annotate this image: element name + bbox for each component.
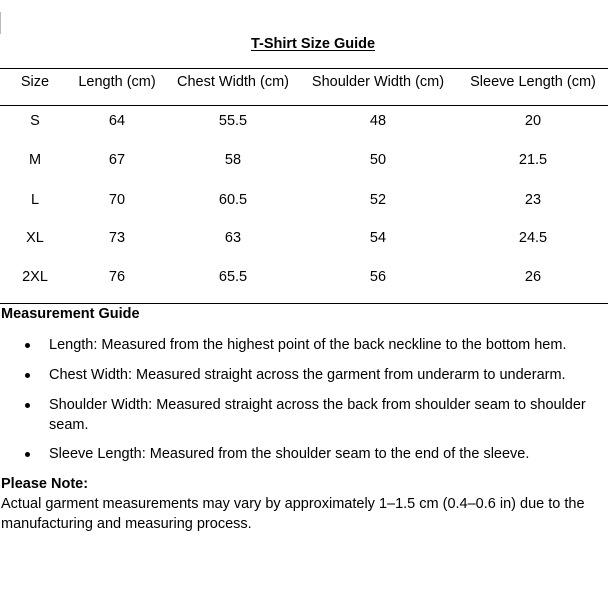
column-header-size: Size xyxy=(20,74,50,90)
table-cell-shoulder-width: 48 xyxy=(369,113,387,129)
table-cell-size: 2XL xyxy=(22,269,48,285)
bullet-icon xyxy=(25,343,30,348)
table-cell-size: S xyxy=(30,113,40,129)
measurement-guide-heading: Measurement Guide xyxy=(1,306,140,322)
table-cell-shoulder-width: 56 xyxy=(369,269,387,285)
table-top-rule xyxy=(0,68,608,69)
table-cell-length: 64 xyxy=(108,113,126,129)
table-cell-shoulder-width: 52 xyxy=(369,192,387,208)
column-header-length: Length (cm) xyxy=(78,74,156,90)
guide-item-text: Chest Width: Measured straight across the garment from underarm to underarm. xyxy=(49,367,566,383)
table-cell-sleeve-length: 26 xyxy=(524,269,542,285)
table-cell-size: M xyxy=(28,152,42,168)
table-bottom-rule xyxy=(0,303,608,304)
list-item xyxy=(0,335,608,355)
table-cell-length: 70 xyxy=(108,192,126,208)
page-title: T-Shirt Size Guide xyxy=(250,36,376,52)
table-cell-chest-width: 60.5 xyxy=(218,192,248,208)
table-cell-chest-width: 65.5 xyxy=(218,269,248,285)
table-cell-shoulder-width: 50 xyxy=(369,152,387,168)
column-header-chest-width: Chest Width (cm) xyxy=(177,74,289,90)
table-cell-size: XL xyxy=(26,230,44,246)
table-cell-sleeve-length: 20 xyxy=(524,113,542,129)
note-text: Actual garment measurements may vary by approximately 1–1.5 cm (0.4–0.6 in) due to the manufacturing and measuring process. xyxy=(1,496,585,532)
guide-item-text: Sleeve Length: Measured from the shoulder seam to the end of the sleeve. xyxy=(49,446,530,462)
table-cell-chest-width: 55.5 xyxy=(218,113,248,129)
bullet-icon xyxy=(25,373,30,378)
guide-item-text: Length: Measured from the highest point of the back neckline to the bottom hem. xyxy=(49,337,567,353)
list-item xyxy=(0,365,608,385)
table-cell-length: 76 xyxy=(108,269,126,285)
bullet-icon xyxy=(25,403,30,408)
table-cell-length: 67 xyxy=(108,152,126,168)
table-cell-chest-width: 63 xyxy=(224,230,242,246)
measurement-guide-list xyxy=(0,335,608,474)
table-cell-sleeve-length: 24.5 xyxy=(518,230,548,246)
table-cell-shoulder-width: 54 xyxy=(369,230,387,246)
column-header-sleeve-length: Sleeve Length (cm) xyxy=(470,74,596,90)
column-header-shoulder-width: Shoulder Width (cm) xyxy=(311,74,445,90)
table-cell-chest-width: 58 xyxy=(224,152,242,168)
table-header-rule xyxy=(0,105,608,106)
table-cell-sleeve-length: 21.5 xyxy=(518,152,548,168)
guide-item-text: Shoulder Width: Measured straight across the back from shoulder seam to shoulder seam. xyxy=(49,397,586,433)
list-item xyxy=(0,395,608,435)
list-item xyxy=(0,444,608,464)
page-edge-marker xyxy=(0,12,1,34)
table-cell-size: L xyxy=(30,192,40,208)
bullet-icon xyxy=(25,452,30,457)
table-cell-sleeve-length: 23 xyxy=(524,192,542,208)
table-cell-length: 73 xyxy=(108,230,126,246)
note-heading: Please Note: xyxy=(1,476,89,492)
